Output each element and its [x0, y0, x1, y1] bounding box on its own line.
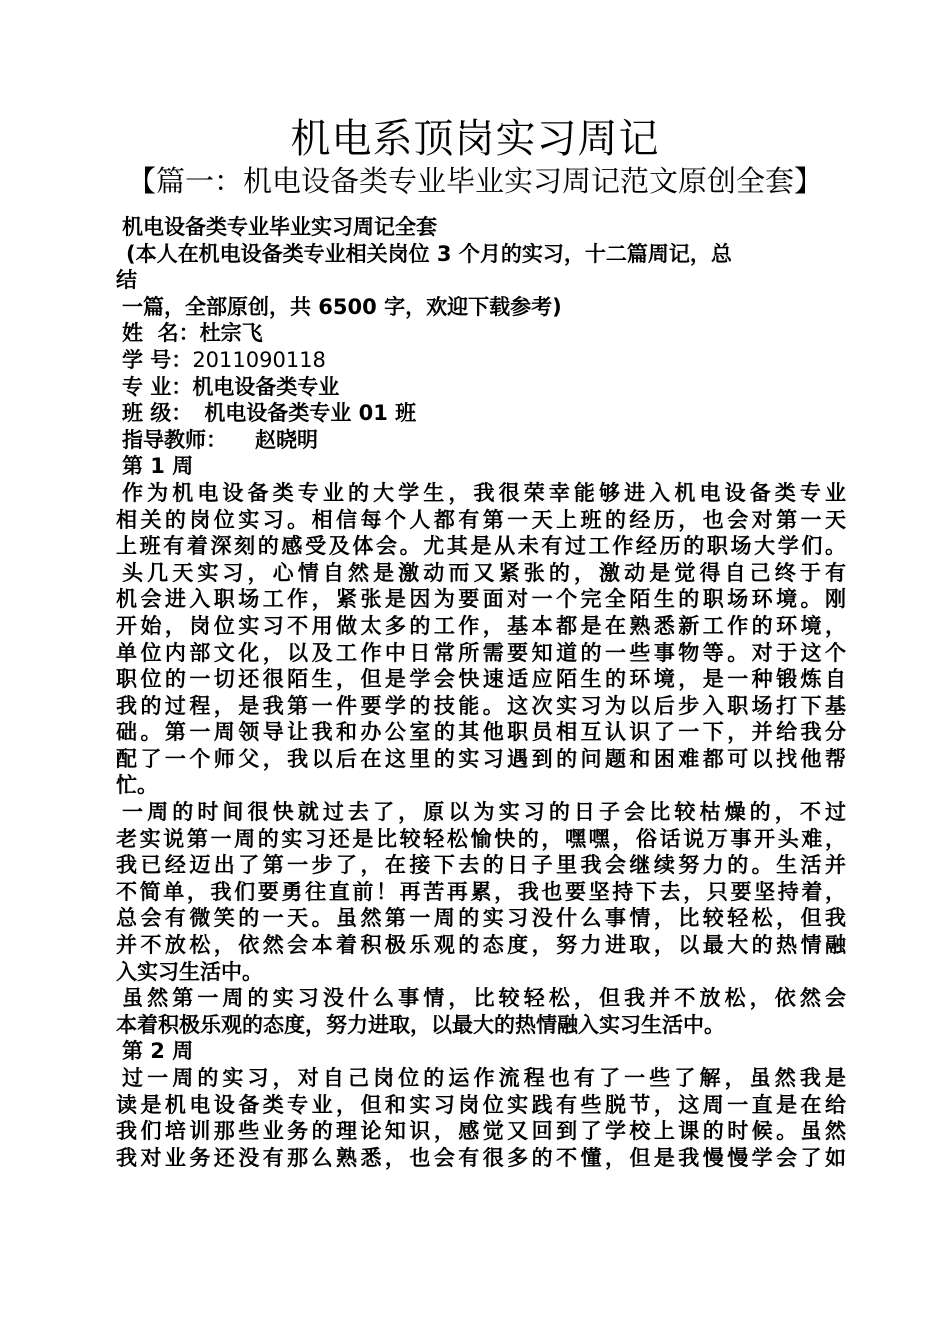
paragraph-line: 我对业务还没有那么熟悉，也会有很多的不懂，但是我慢慢学会了如	[116, 1145, 846, 1170]
paragraph-line: 础。第一周领导让我和办公室的其他职员相互认识了一下，并给我分	[116, 720, 846, 745]
info-teacher-label: 指导教师：	[122, 427, 227, 452]
info-class	[116, 400, 846, 427]
info-name-value: 杜宗飞	[199, 321, 263, 346]
info-major-value: 机电设备类专业	[192, 374, 340, 399]
intro-note-line: 结	[116, 268, 137, 293]
week-heading: 第 2 周	[122, 1039, 194, 1064]
paragraph-line: 并不放松，依然会本着积极乐观的态度，努力进取，以最大的热情融	[116, 933, 846, 958]
info-class-label: 班 级：	[122, 401, 193, 426]
paragraph-line: 机会进入职场工作，紧张是因为要面对一个完全陌生的职场环境。刚	[116, 587, 846, 612]
paragraph-line: 相关的岗位实习。相信每个人都有第一天上班的经历，也会对第一天	[116, 507, 846, 532]
document-body	[116, 214, 846, 1171]
paragraph-line: 不简单，我们要勇往直前！再苦再累，我也要坚持下去，只要坚持着，	[116, 879, 846, 904]
info-student-id	[116, 347, 846, 374]
info-student-id-value: 2011090118	[192, 347, 326, 372]
paragraph-line: 老实说第一周的实习还是比较轻松愉快的，嘿嘿，俗话说万事开头难，	[116, 826, 846, 851]
paragraph-line: 我已经迈出了第一步了，在接下去的日子里我会继续努力的。生活并	[116, 853, 846, 878]
paragraph-line: 入实习生活中。	[116, 959, 263, 984]
paragraph-line: 一周的时间很快就过去了，原以为实习的日子会比较枯燥的，不过	[122, 800, 846, 825]
info-student-id-label: 学 号：	[122, 347, 193, 372]
paragraph-line: 开始，岗位实习不用做太多的工作，基本都是在熟悉新工作的环境，	[116, 613, 846, 638]
paragraph-line: 虽然第一周的实习没什么事情，比较轻松，但我并不放松，依然会	[122, 986, 846, 1011]
info-name	[116, 320, 846, 347]
info-teacher	[116, 427, 846, 454]
paragraph-line: 本着积极乐观的态度，努力进取，以最大的热情融入实习生活中。	[116, 1012, 725, 1037]
paragraph-line: 我们培训那些业务的理论知识，感觉又回到了学校上课的时候。虽然	[116, 1119, 846, 1144]
paragraph-line: 总会有微笑的一天。虽然第一周的实习没什么事情，比较轻松，但我	[116, 906, 846, 931]
info-name-label: 姓 名：	[122, 321, 200, 346]
paragraph-line: 上班有着深刻的感受及体会。尤其是从未有过工作经历的职场大学们。	[116, 534, 846, 559]
intro-note-line: 一篇，全部原创，共 6500 字，欢迎下载参考)	[122, 294, 562, 319]
paragraph-line: 职位的一切还很陌生，但是学会快速适应陌生的环境，是一种锻炼自	[116, 667, 846, 692]
intro-heading: 机电设备类专业毕业实习周记全套	[122, 215, 437, 239]
week-heading: 第 1 周	[122, 454, 194, 479]
paragraph-line: 单位内部文化，以及工作中日常所需要知道的一些事物等。对于这个	[116, 640, 846, 665]
paragraph-line: 我的过程，是我第一件要学的技能。这次实习为以后步入职场打下基	[116, 693, 846, 718]
paragraph-line: 头几天实习，心情自然是激动而又紧张的，激动是觉得自己终于有	[122, 560, 846, 585]
intro-note-line: (本人在机电设备类专业相关岗位 3 个月的实习，十二篇周记，总	[126, 241, 732, 266]
info-major	[116, 374, 846, 401]
paragraph-line: 过一周的实习，对自己岗位的运作流程也有了一些了解，虽然我是	[122, 1066, 846, 1090]
info-major-label: 专 业：	[122, 374, 193, 399]
paragraph-line: 作为机电设备类专业的大学生，我很荣幸能够进入机电设备类专业	[122, 480, 846, 505]
info-teacher-value: 赵晓明	[255, 427, 318, 452]
paragraph-line: 忙。	[116, 773, 158, 798]
paragraph-line: 读是机电设备类专业，但和实习岗位实践有些脱节，这周一直是在给	[116, 1092, 846, 1117]
paragraph-line: 配了一个师父，我以后在这里的实习遇到的问题和困难都可以找他帮	[116, 746, 846, 771]
info-class-value: 机电设备类专业 01 班	[204, 401, 417, 426]
document-title: 机电系顶岗实习周记	[290, 116, 660, 162]
document-subtitle: 【篇一：机电设备类专业毕业实习周记范文原创全套】	[126, 164, 823, 198]
